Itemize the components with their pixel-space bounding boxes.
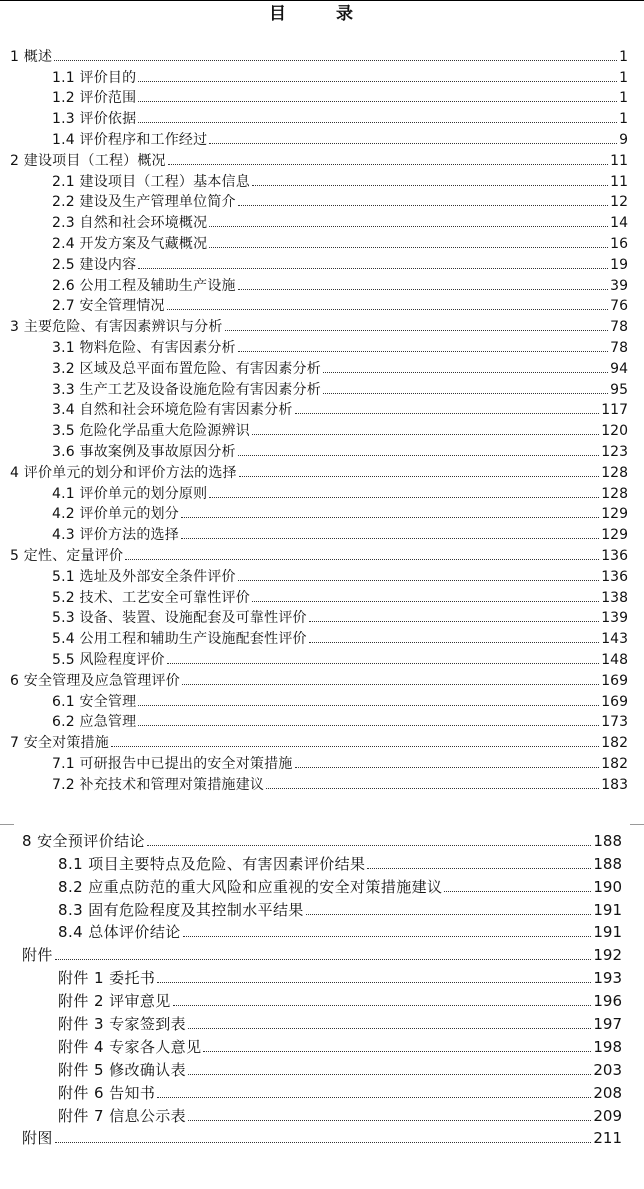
toc-leader-dots: [203, 1051, 591, 1052]
toc-entry-page: 183: [601, 776, 628, 793]
toc-entry[interactable]: [0, 1056, 644, 1079]
toc-entry[interactable]: [0, 710, 644, 731]
toc-entry-label: 2.4 开发方案及气藏概况: [52, 235, 208, 252]
toc-section-1: [0, 44, 644, 793]
toc-entry-page: 190: [593, 877, 622, 896]
toc-leader-dots: [168, 164, 608, 165]
toc-leader-dots: [209, 226, 608, 227]
toc-entry-page: 148: [601, 651, 628, 668]
page-corner-mark: [0, 810, 14, 825]
toc-leader-dots: [266, 788, 599, 789]
toc-entry-label: 3.6 事故案例及事故原因分析: [52, 443, 236, 460]
toc-entry[interactable]: [0, 231, 644, 252]
toc-entry-label: 附图: [22, 1129, 53, 1148]
toc-entry-label: 7.2 补充技术和管理对策措施建议: [52, 776, 265, 793]
toc-entry[interactable]: [0, 294, 644, 315]
toc-entry-page: 209: [593, 1106, 622, 1125]
toc-entry[interactable]: [0, 751, 644, 772]
toc-entry-label: 1.1 评价目的: [52, 69, 137, 86]
toc-entry-page: 14: [610, 215, 628, 232]
toc-entry-page: 1: [619, 111, 628, 128]
toc-entry-label: 6 安全管理及应急管理评价: [10, 672, 180, 689]
toc-entry-label: 8 安全预评价结论: [22, 831, 145, 850]
toc-entry-page: 129: [601, 506, 628, 523]
toc-entry-page: 76: [610, 298, 628, 315]
toc-entry-page: 191: [593, 900, 622, 919]
toc-entry-page: 208: [593, 1083, 622, 1102]
toc-entry-label: 2.3 自然和社会环境概况: [52, 215, 208, 232]
toc-entry-label: 附件: [22, 946, 53, 965]
toc-entry[interactable]: [0, 1010, 644, 1033]
toc-leader-dots: [295, 413, 600, 414]
toc-entry-page: 19: [610, 256, 628, 273]
toc-leader-dots: [225, 330, 609, 331]
toc-entry-label: 1 概述: [10, 48, 53, 65]
toc-entry-page: 117: [601, 402, 628, 419]
toc-entry[interactable]: [0, 127, 644, 148]
toc-entry-label: 2.6 公用工程及辅助生产设施: [52, 277, 236, 294]
toc-leader-dots: [309, 642, 600, 643]
toc-entry[interactable]: [0, 1125, 644, 1148]
toc-entry-label: 2.2 建设及生产管理单位简介: [52, 194, 236, 211]
toc-entry-page: 39: [610, 277, 628, 294]
toc-entry-label: 3.3 生产工艺及设备设施危险有害因素分析: [52, 381, 321, 398]
toc-leader-dots: [167, 309, 608, 310]
toc-entry-label: 4.3 评价方法的选择: [52, 527, 179, 544]
toc-leader-dots: [138, 122, 617, 123]
toc-leader-dots: [238, 455, 600, 456]
toc-entry[interactable]: [0, 210, 644, 231]
toc-entry[interactable]: [0, 314, 644, 335]
toc-entry-page: 1: [619, 69, 628, 86]
toc-entry-page: 120: [601, 423, 628, 440]
toc-entry[interactable]: [0, 418, 644, 439]
toc-leader-dots: [138, 81, 617, 82]
toc-entry-page: 9: [619, 131, 628, 148]
toc-entry-page: 136: [601, 568, 628, 585]
toc-entry-page: 188: [593, 854, 622, 873]
toc-entry[interactable]: [0, 564, 644, 585]
toc-leader-dots: [138, 725, 599, 726]
toc-entry[interactable]: [0, 827, 644, 850]
toc-entry-label: 2.7 安全管理情况: [52, 298, 165, 315]
toc-entry[interactable]: [0, 772, 644, 793]
toc-leader-dots: [238, 351, 608, 352]
toc-entry-label: 5.4 公用工程和辅助生产设施配套性评价: [52, 631, 307, 648]
toc-entry-page: 78: [610, 319, 628, 336]
toc-entry[interactable]: [0, 481, 644, 502]
toc-entry-label: 附件 6 告知书: [58, 1083, 156, 1102]
toc-entry-page: 95: [610, 381, 628, 398]
toc-leader-dots: [173, 1005, 592, 1006]
toc-entry-label: 附件 1 委托书: [58, 969, 156, 988]
toc-entry-label: 5.1 选址及外部安全条件评价: [52, 568, 236, 585]
toc-leader-dots: [182, 684, 599, 685]
toc-leader-dots: [188, 1028, 591, 1029]
toc-entry-page: 94: [610, 360, 628, 377]
toc-entry-label: 1.2 评价范围: [52, 90, 137, 107]
toc-entry[interactable]: [0, 606, 644, 627]
toc-entry-page: 191: [593, 923, 622, 942]
toc-entry-page: 136: [601, 547, 628, 564]
toc-entry[interactable]: [0, 273, 644, 294]
toc-entry-page: 182: [601, 735, 628, 752]
toc-entry-page: 143: [601, 631, 628, 648]
toc-entry-page: 197: [593, 1015, 622, 1034]
toc-entry[interactable]: [0, 896, 644, 919]
toc-entry-label: 4 评价单元的划分和评价方法的选择: [10, 464, 237, 481]
toc-leader-dots: [55, 1142, 592, 1143]
toc-entry[interactable]: [0, 502, 644, 523]
toc-leader-dots: [54, 60, 617, 61]
toc-entry-page: 1: [619, 48, 628, 65]
toc-leader-dots: [295, 767, 600, 768]
toc-entry[interactable]: [0, 252, 644, 273]
toc-entry-label: 附件 3 专家签到表: [58, 1015, 187, 1034]
toc-entry-page: 211: [593, 1129, 622, 1148]
toc-entry[interactable]: [0, 626, 644, 647]
toc-entry[interactable]: [0, 987, 644, 1010]
toc-entry-label: 附件 2 评审意见: [58, 992, 171, 1011]
toc-leader-dots: [209, 497, 599, 498]
toc-entry-label: 1.4 评价程序和工作经过: [52, 131, 208, 148]
toc-entry[interactable]: [0, 850, 644, 873]
toc-entry-page: 129: [601, 527, 628, 544]
toc-entry-page: 196: [593, 992, 622, 1011]
page-break: [0, 806, 644, 828]
toc-entry[interactable]: [0, 86, 644, 107]
toc-entry[interactable]: [0, 398, 644, 419]
toc-entry-label: 2.5 建设内容: [52, 256, 137, 273]
toc-entry-label: 2 建设项目（工程）概况: [10, 152, 166, 169]
toc-leader-dots: [367, 868, 591, 869]
toc-entry[interactable]: [0, 964, 644, 987]
toc-entry-page: 198: [593, 1037, 622, 1056]
toc-leader-dots: [188, 1120, 591, 1121]
toc-leader-dots: [238, 580, 600, 581]
toc-leader-dots: [323, 372, 608, 373]
toc-entry-label: 8.4 总体评价结论: [58, 923, 181, 942]
toc-entry-label: 8.2 应重点防范的重大风险和应重视的安全对策措施建议: [58, 877, 443, 896]
toc-leader-dots: [138, 268, 608, 269]
toc-entry-label: 3.5 危险化学品重大危险源辨识: [52, 423, 250, 440]
toc-entry-label: 3.2 区域及总平面布置危险、有害因素分析: [52, 360, 321, 377]
toc-leader-dots: [306, 914, 592, 915]
toc-entry-page: 78: [610, 339, 628, 356]
toc-entry[interactable]: [0, 689, 644, 710]
toc-entry[interactable]: [0, 1102, 644, 1125]
toc-entry[interactable]: [0, 148, 644, 169]
toc-entry-page: 128: [601, 464, 628, 481]
toc-entry-page: 173: [601, 714, 628, 731]
toc-entry[interactable]: [0, 1033, 644, 1056]
toc-entry-label: 4.1 评价单元的划分原则: [52, 485, 208, 502]
toc-entry-page: 16: [610, 235, 628, 252]
toc-entry-page: 169: [601, 672, 628, 689]
toc-entry-label: 2.1 建设项目（工程）基本信息: [52, 173, 250, 190]
toc-entry-page: 139: [601, 610, 628, 627]
toc-leader-dots: [209, 247, 608, 248]
toc-entry[interactable]: [0, 730, 644, 751]
toc-entry[interactable]: [0, 169, 644, 190]
toc-entry-page: 193: [593, 969, 622, 988]
toc-entry[interactable]: [0, 585, 644, 606]
toc-entry[interactable]: [0, 106, 644, 127]
top-rule: [0, 0, 644, 1]
toc-entry-page: 11: [610, 173, 628, 190]
toc-leader-dots: [252, 601, 599, 602]
toc-entry-label: 4.2 评价单元的划分: [52, 506, 179, 523]
toc-leader-dots: [181, 538, 599, 539]
toc-leader-dots: [323, 393, 608, 394]
toc-entry[interactable]: [0, 439, 644, 460]
toc-entry[interactable]: [0, 460, 644, 481]
toc-entry[interactable]: [0, 65, 644, 86]
toc-entry-page: 203: [593, 1060, 622, 1079]
toc-entry-label: 8.3 固有危险程度及其控制水平结果: [58, 900, 304, 919]
toc-leader-dots: [125, 559, 599, 560]
toc-leader-dots: [181, 517, 599, 518]
toc-leader-dots: [188, 1074, 591, 1075]
toc-leader-dots: [167, 663, 600, 664]
toc-entry[interactable]: [0, 873, 644, 896]
toc-entry-label: 6.1 安全管理: [52, 693, 137, 710]
toc-section-2: [0, 827, 644, 1147]
toc-entry-page: 138: [601, 589, 628, 606]
toc-entry-page: 1: [619, 90, 628, 107]
toc-entry-label: 5.3 设备、装置、设施配套及可靠性评价: [52, 610, 307, 627]
toc-entry-label: 3 主要危险、有害因素辨识与分析: [10, 319, 223, 336]
toc-leader-dots: [239, 476, 600, 477]
toc-entry[interactable]: [0, 668, 644, 689]
toc-leader-dots: [157, 1097, 591, 1098]
toc-leader-dots: [209, 143, 617, 144]
page-corner-mark: [630, 810, 644, 825]
toc-entry[interactable]: [0, 941, 644, 964]
toc-entry-page: 128: [601, 485, 628, 502]
toc-leader-dots: [252, 434, 599, 435]
toc-leader-dots: [138, 101, 617, 102]
toc-entry-label: 附件 5 修改确认表: [58, 1060, 187, 1079]
toc-entry-page: 11: [610, 152, 628, 169]
toc-leader-dots: [238, 205, 608, 206]
toc-entry-page: 182: [601, 755, 628, 772]
toc-leader-dots: [238, 289, 608, 290]
toc-entry-label: 5 定性、定量评价: [10, 547, 124, 564]
toc-entry[interactable]: [0, 44, 644, 65]
toc-entry[interactable]: [0, 377, 644, 398]
toc-leader-dots: [309, 621, 600, 622]
toc-entry-label: 3.4 自然和社会环境危险有害因素分析: [52, 402, 293, 419]
toc-entry[interactable]: [0, 190, 644, 211]
toc-leader-dots: [444, 891, 591, 892]
toc-entry[interactable]: [0, 647, 644, 668]
toc-entry-page: 188: [593, 831, 622, 850]
toc-entry[interactable]: [0, 522, 644, 543]
toc-leader-dots: [138, 705, 599, 706]
toc-entry-label: 7.1 可研报告中已提出的安全对策措施: [52, 755, 293, 772]
toc-leader-dots: [55, 959, 592, 960]
toc-entry[interactable]: [0, 356, 644, 377]
toc-entry-page: 169: [601, 693, 628, 710]
toc-leader-dots: [111, 746, 599, 747]
toc-entry-page: 192: [593, 946, 622, 965]
toc-entry[interactable]: [0, 1079, 644, 1102]
toc-leader-dots: [147, 845, 591, 846]
toc-entry-label: 附件 4 专家各人意见: [58, 1037, 202, 1056]
toc-entry[interactable]: [0, 543, 644, 564]
toc-entry-label: 7 安全对策措施: [10, 735, 109, 752]
toc-leader-dots: [157, 982, 591, 983]
toc-entry-label: 5.2 技术、工艺安全可靠性评价: [52, 589, 250, 606]
toc-entry[interactable]: [0, 335, 644, 356]
toc-leader-dots: [252, 185, 608, 186]
toc-leader-dots: [183, 936, 592, 937]
toc-entry-label: 8.1 项目主要特点及危险、有害因素评价结果: [58, 854, 366, 873]
toc-entry[interactable]: [0, 919, 644, 942]
toc-entry-label: 3.1 物料危险、有害因素分析: [52, 339, 236, 356]
toc-entry-label: 5.5 风险程度评价: [52, 651, 165, 668]
toc-entry-label: 附件 7 信息公示表: [58, 1106, 187, 1125]
toc-entry-label: 1.3 评价依据: [52, 111, 137, 128]
toc-entry-page: 123: [601, 443, 628, 460]
toc-title: 目 录: [269, 4, 375, 24]
toc-entry-label: 6.2 应急管理: [52, 714, 137, 731]
toc-entry-page: 12: [610, 194, 628, 211]
